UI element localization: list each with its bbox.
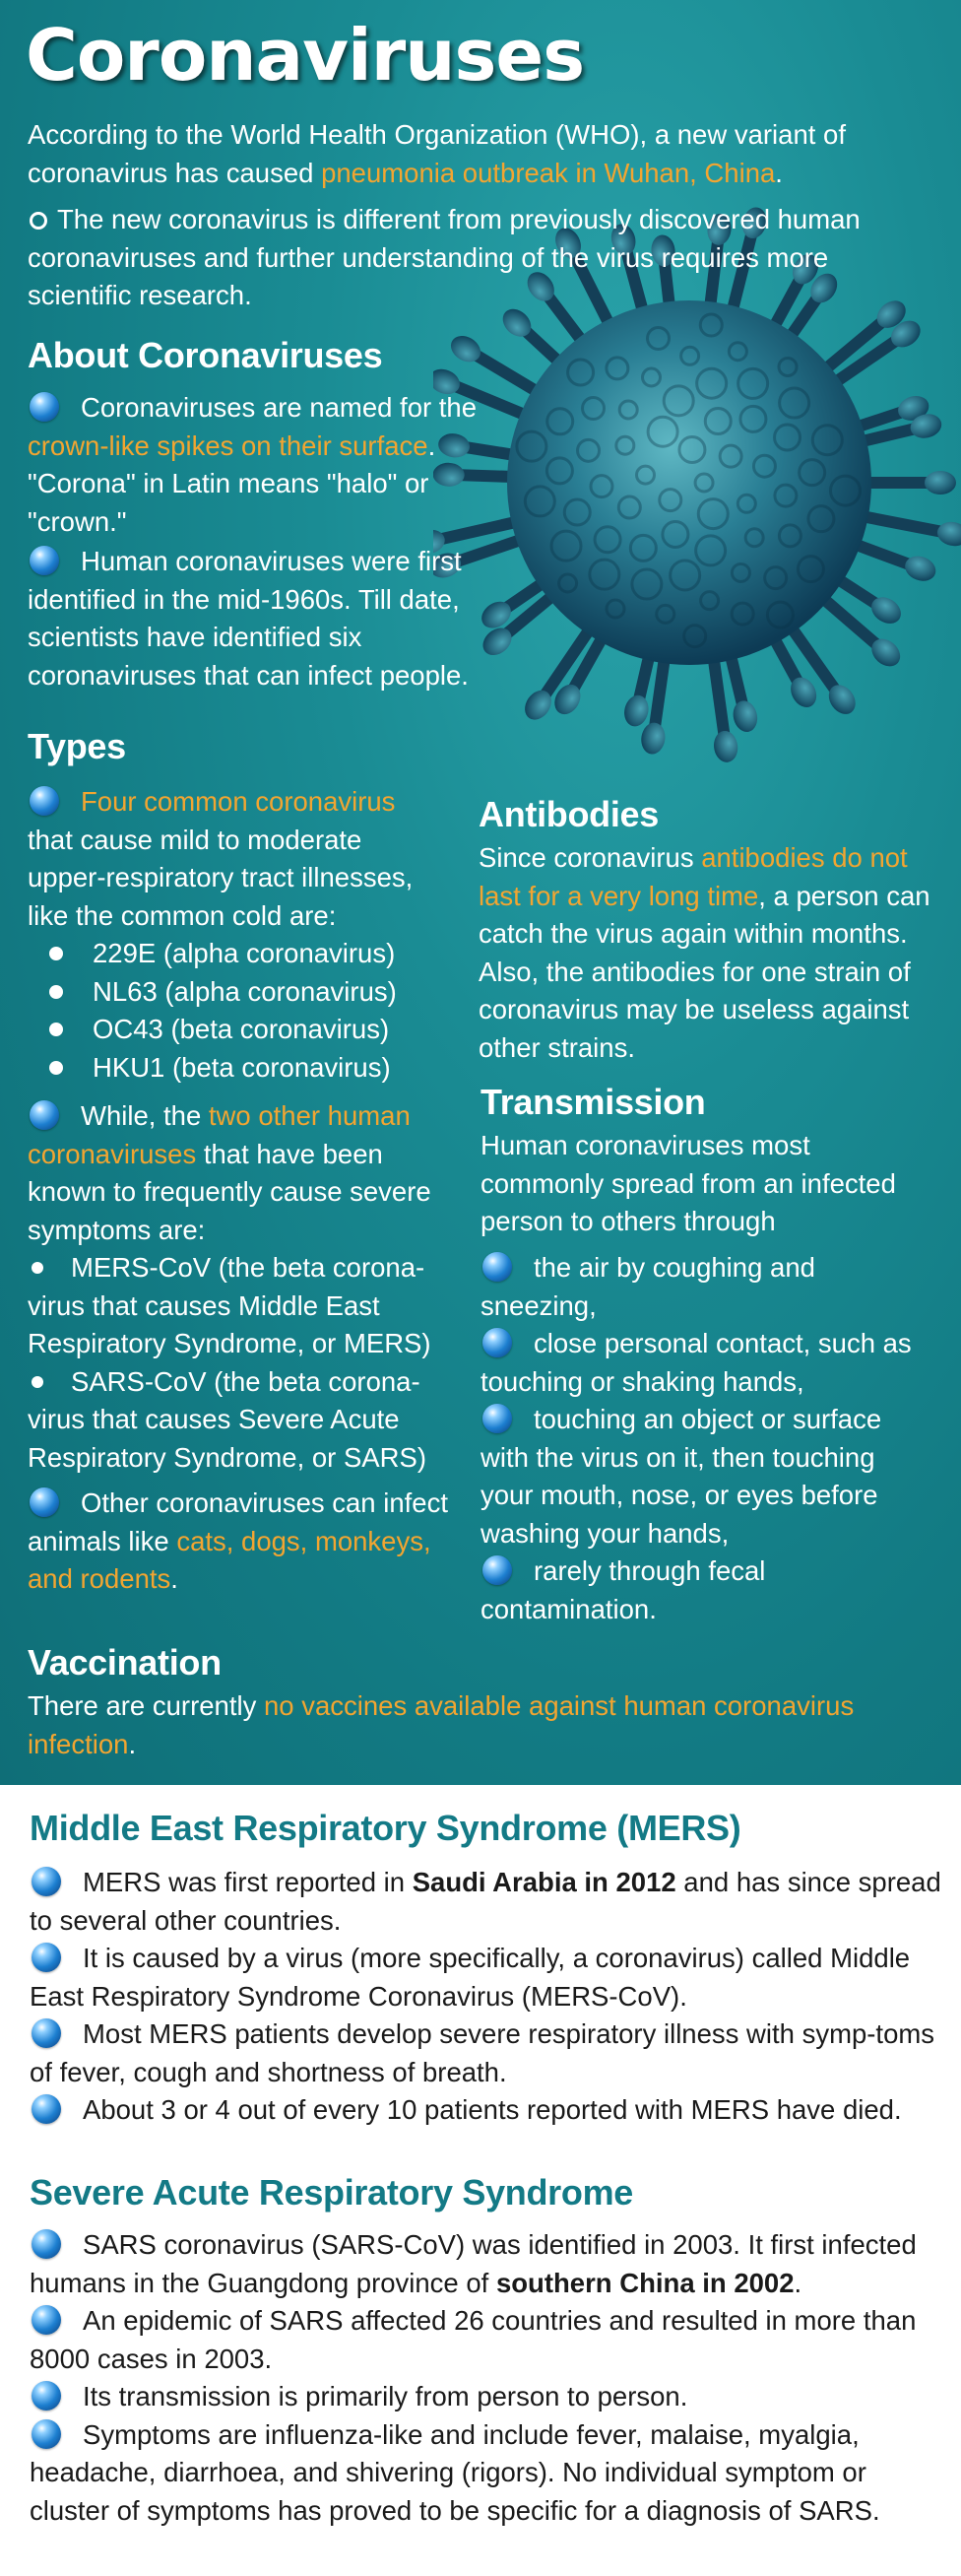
types-heading: Types — [28, 726, 126, 766]
blue-bullet-icon — [30, 786, 59, 816]
list-item: MERS-CoV (the beta corona-virus that causes Middle East Respiratory Syndrome, or MERS) — [28, 1252, 431, 1358]
blue-bullet-icon — [30, 1100, 59, 1130]
antibodies-heading: Antibodies — [479, 794, 659, 834]
types-item-1: Four common coronavirus that cause mild to moderate upper-respiratory tract illnesses, like the common cold are: — [28, 786, 414, 931]
vaccination-heading: Vaccination — [28, 1642, 222, 1683]
list-item: touching an object or surface with the virus on it, then touching your mouth, nose, or eyes before washing your hands, — [480, 1404, 882, 1549]
about-item-2: Human coronaviruses were first identified in the mid-1960s. Till date, scientists have identified six coronaviruses that can infect people. — [28, 546, 469, 691]
list-item: NL63 (alpha coronavirus) — [28, 973, 451, 1012]
list-item: close personal contact, such as touching or shaking hands, — [480, 1328, 912, 1397]
types-item-3: Other coronaviruses can infect animals like cats, dogs, monkeys, and rodents. — [28, 1487, 448, 1594]
list-item: Symptoms are influenza-like and include fever, malaise, myalgia, headache, diarrhoea, and shivering (rigors). No individual symptom or cluster of symptoms has proved to be specific for a diagnosis of SARS. — [30, 2418, 880, 2526]
ring-bullet-icon — [30, 212, 47, 230]
dot-bullet-icon — [32, 1262, 43, 1274]
list-item: the air by coughing and sneezing, — [480, 1252, 815, 1321]
about-item-1: Coronaviruses are named for the crown-like spikes on their surface. "Corona" in Latin means "halo" or "crown." — [28, 392, 478, 537]
intro-note: The new coronavirus is different from previously discovered human coronaviruses and further understanding of the virus requires more scientific research. — [28, 204, 861, 310]
blue-bullet-icon — [32, 2229, 61, 2259]
mers-list — [30, 1864, 945, 2130]
transmission-intro: Human coronaviruses most commonly spread from an infected person to others through — [480, 1130, 896, 1236]
dot-bullet-icon — [32, 1376, 43, 1388]
blue-bullet-icon — [32, 2018, 61, 2048]
sars-heading: Severe Acute Respiratory Syndrome — [30, 2172, 634, 2213]
blue-bullet-icon — [32, 2094, 61, 2124]
list-item: MERS was first reported in Saudi Arabia in 2012 and has since spread to several other countries. — [30, 1867, 941, 1936]
blue-bullet-icon — [30, 1487, 59, 1517]
list-item: Most MERS patients develop severe respiratory illness with symp-toms of fever, cough and shortness of breath. — [30, 2018, 935, 2087]
severe-coronavirus-list — [28, 1249, 451, 1477]
list-item: About 3 or 4 out of every 10 patients reported with MERS have died. — [30, 2091, 945, 2130]
transmission-heading: Transmission — [480, 1082, 706, 1122]
blue-bullet-icon — [32, 1943, 61, 1972]
blue-bullet-icon — [482, 1555, 512, 1585]
transmission-list — [480, 1249, 933, 1628]
list-item: An epidemic of SARS affected 26 countries and resulted in more than 8000 cases in 2003. — [30, 2305, 917, 2374]
blue-bullet-icon — [32, 2305, 61, 2335]
blue-bullet-icon — [32, 2419, 61, 2449]
vaccination-paragraph: There are currently no vaccines available against human coronavirus infection. — [28, 1690, 855, 1759]
list-item: SARS-CoV (the beta corona-virus that causes Severe Acute Respiratory Syndrome, or SARS) — [28, 1365, 426, 1473]
blue-bullet-icon — [32, 2381, 61, 2411]
types-item-2: While, the two other human coronaviruses that have been known to frequently cause severe symptoms are: — [28, 1100, 431, 1245]
dot-bullet-icon — [49, 1061, 63, 1075]
white-panel — [0, 1785, 961, 2576]
list-item: SARS coronavirus (SARS-CoV) was identified in 2003. It first infected humans in the Guangdong province of southern China in 2002. — [30, 2229, 917, 2298]
blue-bullet-icon — [30, 546, 59, 575]
sars-list — [30, 2226, 945, 2530]
list-item: It is caused by a virus (more specifically, a coronavirus) called Middle East Respiratory Syndrome Coronavirus (MERS-CoV). — [30, 1943, 911, 2012]
blue-bullet-icon — [30, 392, 59, 422]
list-item: 229E (alpha coronavirus) — [28, 935, 451, 973]
list-item: OC43 (beta coronavirus) — [28, 1011, 451, 1049]
antibodies-paragraph: Since coronavirus antibodies do not last for a very long time, a person can catch the virus again within months. Also, the antibodies for one strain of coronavirus may be useless against other strains. — [479, 842, 930, 1063]
intro-highlight: pneumonia outbreak in Wuhan, China — [321, 157, 776, 188]
common-coronavirus-list — [28, 935, 451, 1087]
mers-heading: Middle East Respiratory Syndrome (MERS) — [30, 1808, 741, 1848]
blue-bullet-icon — [482, 1404, 512, 1433]
dot-bullet-icon — [49, 1023, 63, 1036]
blue-bullet-icon — [482, 1252, 512, 1282]
dot-bullet-icon — [49, 947, 63, 960]
about-heading: About Coronaviruses — [28, 335, 383, 375]
list-item: HKU1 (beta coronavirus) — [28, 1049, 451, 1088]
page-title: Coronaviruses — [26, 14, 585, 97]
dot-bullet-icon — [49, 985, 63, 999]
blue-bullet-icon — [482, 1328, 512, 1357]
list-item: rarely through fecal contamination. — [480, 1555, 766, 1624]
intro-paragraph: According to the World Health Organization (WHO), a new variant of coronavirus has caused pneumonia outbreak in Wuhan, China. — [28, 119, 846, 188]
list-item: Its transmission is primarily from person to person. — [30, 2378, 945, 2416]
blue-bullet-icon — [32, 1867, 61, 1896]
